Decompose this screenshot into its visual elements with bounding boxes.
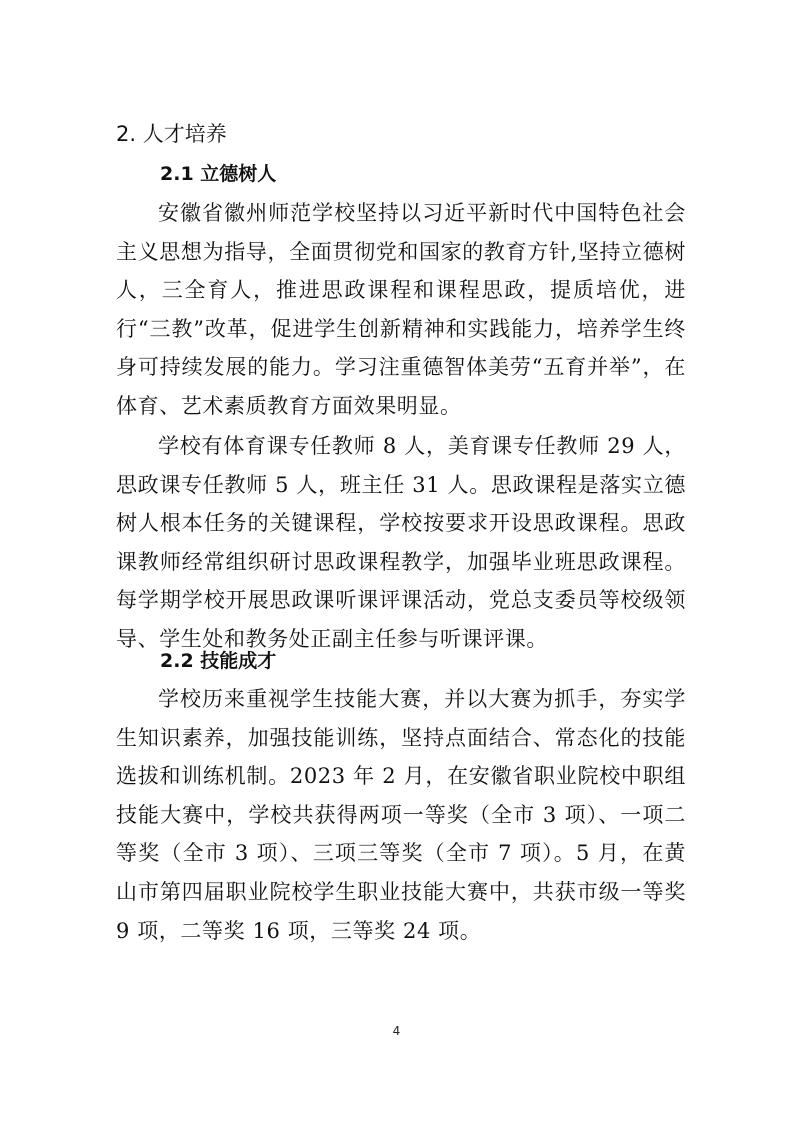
section-title: 2. 人才培养 <box>116 122 227 146</box>
subsection-title-skills-training: 2.2 技能成才 <box>160 650 277 672</box>
paragraph-teacher-staffing: 学校有体育课专任教师 8 人，美育课专任教师 29 人，思政课专任教师 5 人，班主任 31 人。思政课程是落实立德树人根本任务的关键课程，学校按要求开设思政课程。思政课教师经常组织研讨思政课程教学，加强毕业班思政课程。每学期学校开展思政课听课评课活动，党总支委员等校级领导、学生处和教务处正副主任参与听课评课。 <box>116 434 686 651</box>
subsection-title-moral-education: 2.1 立德树人 <box>160 163 277 185</box>
page-number: 4 <box>392 1024 401 1038</box>
paragraph-skills-competition: 学校历来重视学生技能大赛，并以大赛为抓手，夯实学生知识素养，加强技能训练，坚持点面结合、常态化的技能选拔和训练机制。2023 年 2 月，在安徽省职业院校中职组技能大赛中，学校共获得两项一等奖（全市 3 项）、一项二等奖（全市 3 项）、三项三等奖（全市 7 项）。5 月，在黄山市第四届职业院校学生职业技能大赛中，共获市级一等奖 9 项，二等奖 16 项，三等奖 24 项。 <box>116 687 686 943</box>
paragraph-moral-education-intro: 安徽省徽州师范学校坚持以习近平新时代中国特色社会主义思想为指导，全面贯彻党和国家的教育方针,坚持立德树人，三全育人，推进思政课程和课程思政，提质培优，进行“三教”改革，促进学生创新精神和实践能力，培养学生终身可持续发展的能力。学习注重德智体美劳“五育并举”，在体育、艺术素质教育方面效果明显。 <box>116 201 686 418</box>
